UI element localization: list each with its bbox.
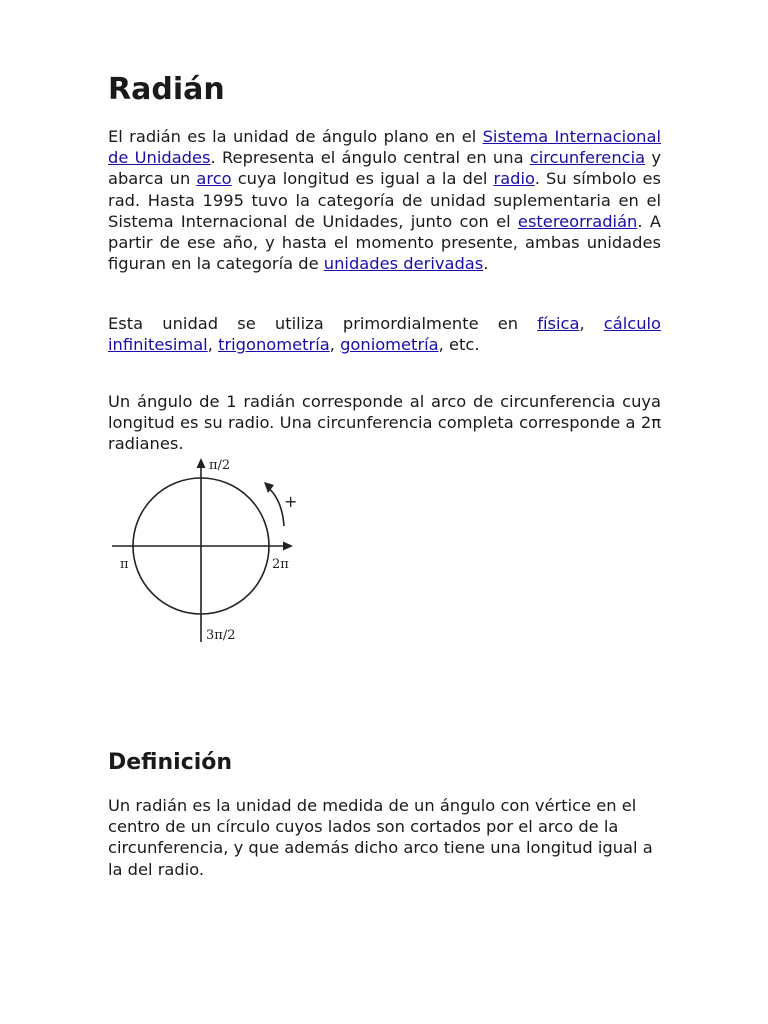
usage-sep-3: , <box>329 335 341 355</box>
label-pi: π <box>120 557 129 572</box>
horizontal-axis-arrowhead <box>283 542 293 551</box>
link-goniometria[interactable]: goniometría <box>340 335 439 355</box>
intro-text-7: . <box>483 254 489 274</box>
intro-text-5: . Su símbolo es rad. Hasta 1995 tuvo la categoría de unidad suplementaria en el Sistema Internacional de Unidades, junto con el <box>108 169 661 231</box>
intro-text-6: . A partir de ese año, y hasta el momento presente, ambas unidades figuran en la categoría de <box>108 211 661 274</box>
usage-sep-2: , <box>207 335 219 355</box>
link-unidades-derivadas[interactable]: unidades derivadas <box>323 254 484 274</box>
label-three-pi-half: 3π/2 <box>206 628 236 643</box>
intro-text-2: . Representa el ángulo central en una <box>210 148 530 168</box>
usage-text-2: , etc. <box>438 335 480 355</box>
usage-text-1: Esta unidad se utiliza primordialmente en <box>108 314 538 333</box>
radian-circle-figure <box>108 452 308 652</box>
definition-paragraph: Un radián es la unidad de medida de un ángulo con vértice en el centro de un círculo cuyos lados son cortados por el arco de la circunferencia, y que además dicho arco tiene una longitud igual a la del radio. <box>108 796 653 879</box>
label-two-pi: 2π <box>272 557 289 572</box>
section-heading-definicion: Definición <box>108 750 233 775</box>
link-sistema-internacional[interactable]: Sistema Internacional de Unidades <box>108 127 661 168</box>
circle-paragraph: Un ángulo de 1 radián corresponde al arco de circunferencia cuya longitud es su radio. Una circunferencia completa corresponde a 2π radianes. <box>108 392 661 454</box>
usage-paragraph <box>108 313 661 355</box>
page-title: Radián <box>108 72 225 107</box>
link-arco[interactable]: arco <box>196 169 232 189</box>
link-radio[interactable]: radio <box>493 169 535 189</box>
intro-paragraph <box>108 126 661 274</box>
label-pi-half: π/2 <box>209 458 231 473</box>
intro-text-3: y abarca un <box>108 148 661 189</box>
link-fisica[interactable]: física <box>537 314 580 333</box>
intro-text-4: cuya longitud es igual a la del <box>231 169 494 189</box>
label-positive-direction: + <box>284 492 298 511</box>
link-calculo-infinitesimal[interactable]: cálculo infinitesimal <box>108 314 662 355</box>
vertical-axis-arrowhead <box>197 458 206 468</box>
usage-sep-1: , <box>579 314 604 333</box>
link-trigonometria[interactable]: trigonometría <box>218 335 330 355</box>
link-estereorradian[interactable]: estereorradián <box>517 211 638 231</box>
intro-text-1: El radián es la unidad de ángulo plano en el <box>108 127 483 146</box>
link-circunferencia[interactable]: circunferencia <box>529 148 646 168</box>
